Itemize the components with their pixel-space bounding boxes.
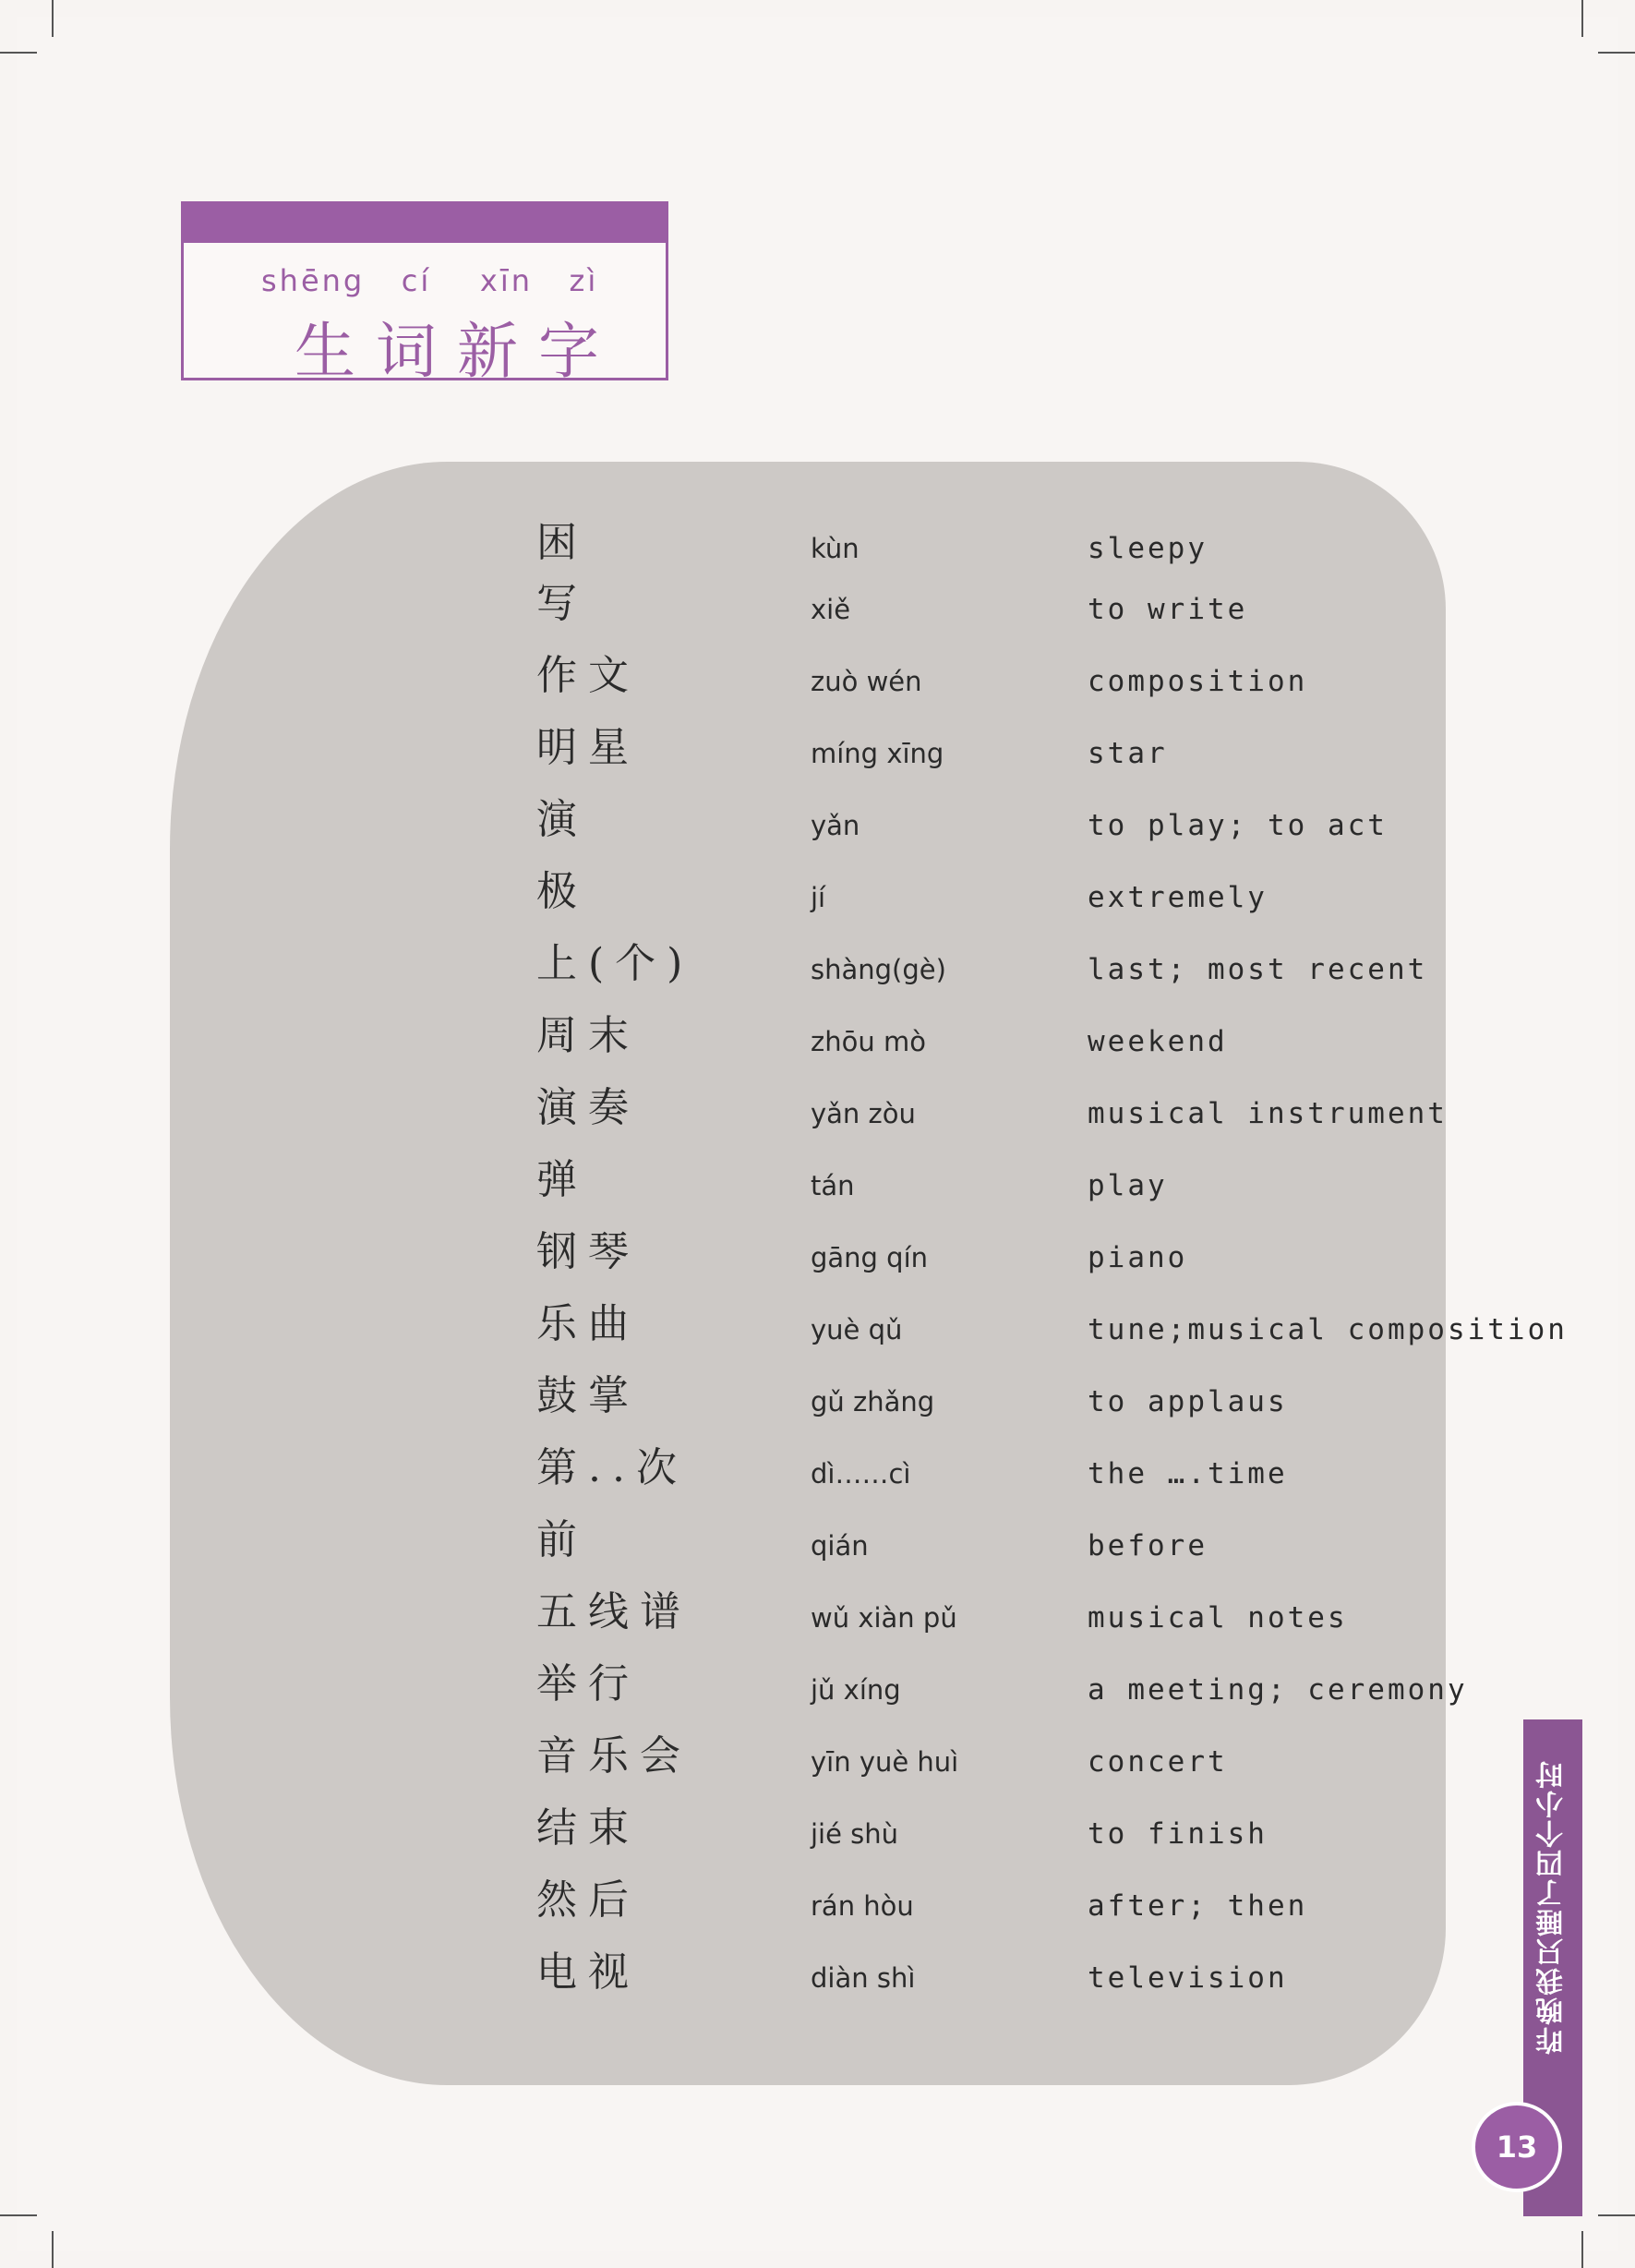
vocab-english: television (1088, 1961, 1288, 1995)
vocab-pinyin: jǔ xíng (811, 1674, 901, 1706)
vocab-hanzi: 结束 (536, 1804, 640, 1852)
vocab-row (170, 1873, 1446, 1928)
vocab-row (170, 1297, 1568, 1352)
title-pinyin: shēng cí xīn zì (261, 263, 599, 298)
vocab-pinyin: gāng qín (811, 1242, 929, 1273)
vocab-hanzi: 鼓掌 (536, 1372, 640, 1419)
crop-mark (52, 2231, 54, 2268)
vocab-hanzi: 演奏 (536, 1084, 640, 1131)
vocab-english: weekend (1088, 1025, 1228, 1058)
vocab-row (170, 1369, 1446, 1424)
vocab-hanzi: 极 (536, 868, 588, 915)
vocab-row (170, 576, 1446, 632)
vocab-row (170, 864, 1446, 920)
vocab-pinyin: xiě (811, 594, 851, 625)
vocab-row (170, 936, 1446, 992)
vocab-pinyin: jié shù (811, 1818, 899, 1850)
vocab-pinyin: wǔ xiàn pǔ (811, 1602, 957, 1634)
vocab-row (170, 1008, 1446, 1064)
vocab-english: the ….time (1088, 1457, 1288, 1490)
vocab-row (170, 1152, 1446, 1208)
vocab-pinyin: diàn shì (811, 1962, 916, 1994)
vocab-hanzi: 举行 (536, 1660, 640, 1707)
vocab-hanzi: 作文 (536, 652, 640, 699)
crop-mark (0, 52, 37, 54)
vocab-hanzi: 上(个) (536, 940, 694, 987)
vocab-english: to applaus (1088, 1385, 1288, 1418)
vocab-hanzi: 电视 (536, 1948, 640, 1996)
vocab-pinyin: kùn (811, 533, 860, 564)
vocab-row (170, 1080, 1446, 1136)
crop-mark (1581, 2231, 1583, 2268)
vocab-english: to write (1088, 593, 1248, 626)
vocab-row (170, 1729, 1446, 1784)
vocab-pinyin: gǔ zhǎng (811, 1386, 935, 1418)
vocab-row (170, 648, 1446, 704)
vocab-pinyin: qián (811, 1530, 869, 1562)
vocab-pinyin: yuè qǔ (811, 1314, 903, 1345)
vocab-hanzi: 第..次 (536, 1444, 688, 1491)
vocab-hanzi: 写 (536, 580, 588, 627)
vocab-hanzi: 乐曲 (536, 1300, 640, 1347)
vocab-hanzi: 音乐会 (536, 1732, 691, 1779)
vocab-english: star (1088, 737, 1168, 770)
vocab-pinyin: yīn yuè huì (811, 1746, 959, 1778)
vocab-pinyin: tán (811, 1170, 855, 1201)
crop-mark (1598, 2214, 1635, 2216)
vocab-row (170, 1441, 1446, 1496)
crop-mark (1598, 52, 1635, 54)
section-title-box (181, 201, 668, 387)
vocab-english: a meeting; ceremony (1088, 1673, 1468, 1707)
vocab-pinyin: míng xīng (811, 738, 944, 769)
vocab-row (170, 1224, 1446, 1280)
title-hanzi: 生词新字 (295, 316, 619, 387)
vocab-hanzi: 钢琴 (536, 1228, 640, 1275)
vocab-pinyin: dì……cì (811, 1458, 911, 1490)
vocab-pinyin: shàng(gè) (811, 954, 946, 985)
vocab-pinyin: yǎn zòu (811, 1098, 916, 1129)
vocab-english: musical instrument (1088, 1097, 1448, 1130)
vocab-row (170, 1585, 1446, 1640)
vocab-row (170, 792, 1446, 848)
vocab-english: to finish (1088, 1817, 1268, 1851)
vocab-row (170, 1945, 1446, 2000)
vocab-hanzi: 周末 (536, 1012, 640, 1059)
vocab-english: play (1088, 1169, 1168, 1202)
crop-mark (1581, 0, 1583, 37)
vocab-english: sleepy (1088, 532, 1208, 565)
vocab-row (170, 1513, 1446, 1568)
vocab-row (170, 515, 1446, 571)
vocab-english: musical notes (1088, 1601, 1348, 1635)
vocab-hanzi: 演 (536, 796, 588, 843)
vocab-hanzi: 前 (536, 1516, 588, 1563)
chapter-title: 昨晚我只睡了四个小时 (1536, 1759, 1569, 2055)
vocab-pinyin: zuò wén (811, 666, 922, 697)
title-bar (184, 204, 666, 243)
vocab-hanzi: 明星 (536, 724, 640, 771)
vocab-row (170, 720, 1446, 776)
vocab-row (170, 1657, 1468, 1712)
vocab-hanzi: 弹 (536, 1156, 588, 1203)
vocab-english: after; then (1088, 1889, 1308, 1923)
vocab-english: extremely (1088, 881, 1268, 914)
vocab-hanzi: 五线谱 (536, 1588, 691, 1635)
vocab-english: piano (1088, 1241, 1188, 1274)
vocab-pinyin: zhōu mò (811, 1026, 926, 1057)
vocab-english: concert (1088, 1745, 1228, 1779)
crop-mark (0, 2214, 37, 2216)
vocab-english: composition (1088, 665, 1308, 698)
vocab-hanzi: 然后 (536, 1876, 640, 1924)
vocab-pinyin: rán hòu (811, 1890, 914, 1922)
vocab-english: last; most recent (1088, 953, 1428, 986)
vocab-english: to play; to act (1088, 809, 1388, 842)
vocab-pinyin: jí (811, 882, 826, 913)
vocab-english: before (1088, 1529, 1208, 1562)
vocab-hanzi: 困 (536, 519, 588, 566)
crop-mark (52, 0, 54, 37)
vocab-english: tune;musical composition (1088, 1313, 1568, 1346)
page-number-badge: 13 (1472, 2102, 1562, 2192)
vocab-row (170, 1801, 1446, 1856)
vocab-pinyin: yǎn (811, 810, 860, 841)
